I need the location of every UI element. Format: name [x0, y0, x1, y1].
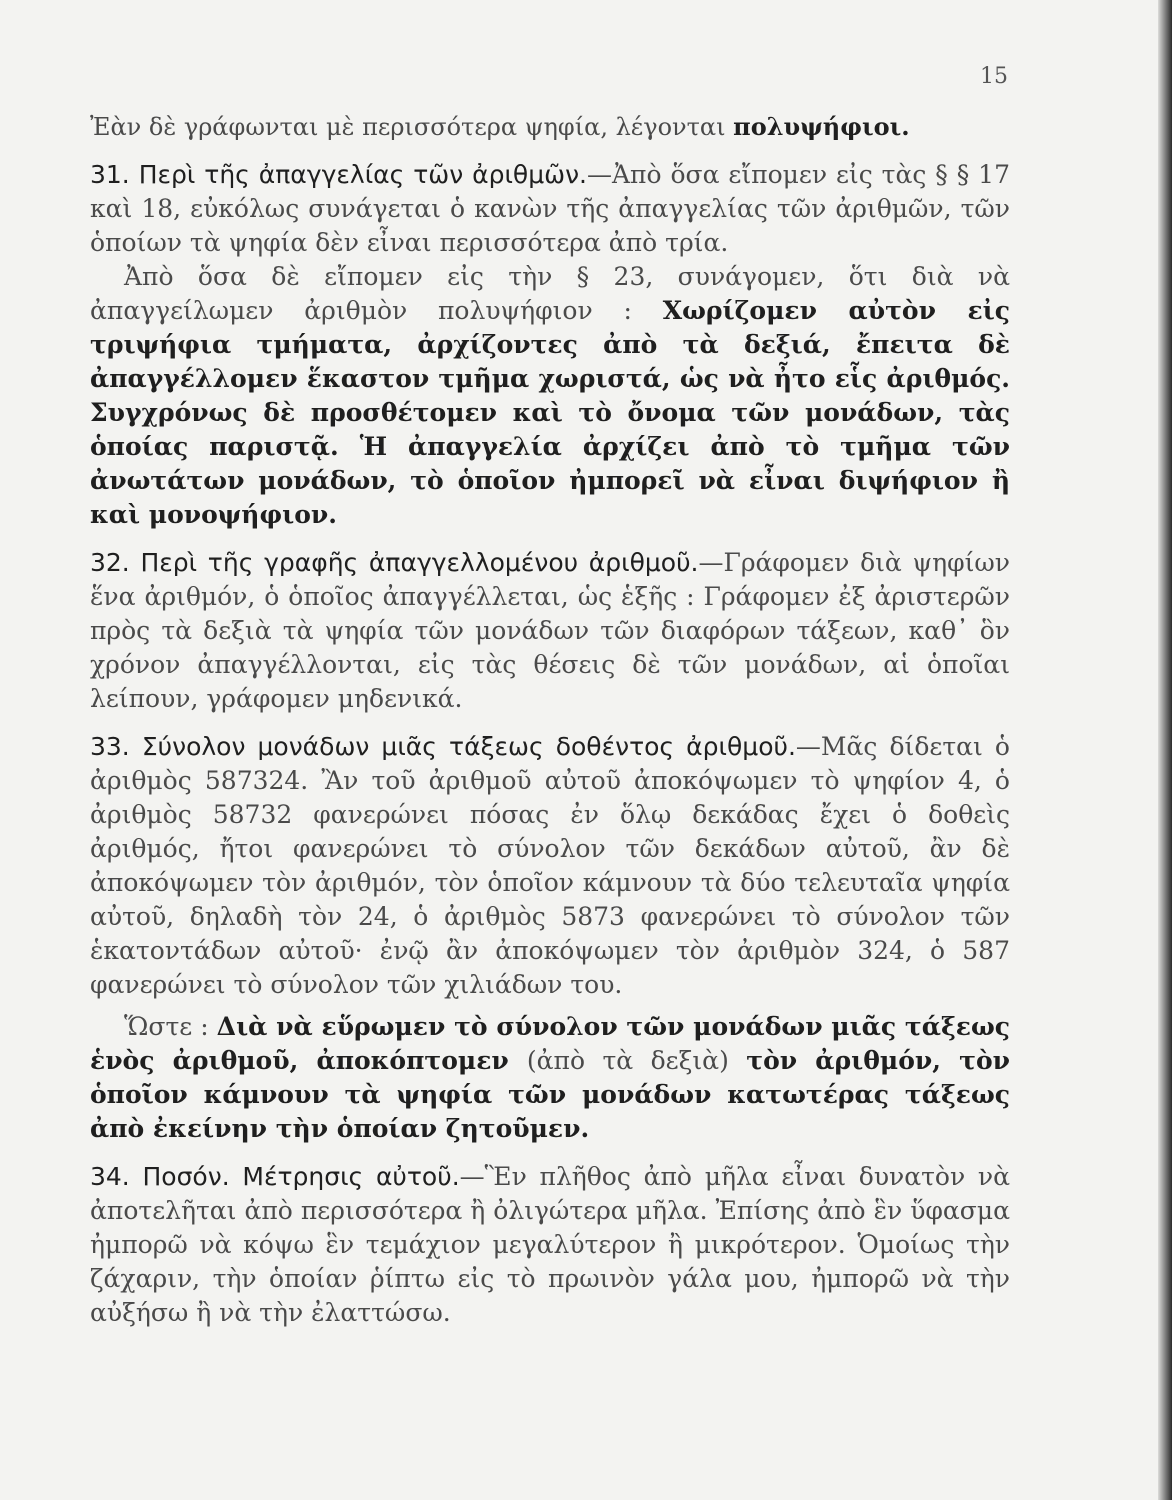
section-32-heading: 32. Περὶ τῆς γραφῆς ἀπαγγελλομένου ἀριθμοῦ.: [90, 548, 699, 577]
section-33-paragraph: [90, 730, 1010, 1002]
section-31-paragraph: [90, 158, 1010, 260]
section-33-rule-note: (ἀπὸ τὰ δεξιὰ): [526, 1046, 747, 1075]
section-32-paragraph: [90, 546, 1010, 716]
section-34-paragraph: [90, 1160, 1010, 1330]
section-31-text: —Ἀπὸ ὅσα εἴπομεν εἰς τὰς § § 17 καὶ 18, εὐκόλως συνάγεται ὁ κανὼν τῆς ἀπαγγελίας τῶν ἀριθμῶν, τῶν ὁποίων τὰ ψηφία δὲν εἶναι περισσότερα ἀπὸ τρία.: [90, 160, 1010, 257]
section-33-rule-part2: τὸν ἀριθμόν, τὸν ὁποῖον κάμνουν τὰ ψηφία τῶν μονάδων κατωτέρας τάξεως ἀπὸ ἐκείνην τὴν ὁποίαν ζητοῦμεν.: [90, 1046, 1010, 1143]
section-33-text: —Μᾶς δίδεται ὁ ἀριθμὸς 587324. Ἂν τοῦ ἀριθμοῦ αὐτοῦ ἀποκόψωμεν τὸ ψηφίον 4, ὁ ἀριθμὸς 58732 φανερώνει πόσας ἐν ὅλῳ δεκάδας ἔχει ὁ δοθεὶς ἀριθμός, ἤτοι φανερώνει τὸ σύνολον τῶν δεκάδων αὐτοῦ, ἂν δὲ ἀποκόψωμεν τὸν ἀριθμόν, τὸν ὁποῖον κάμνουν τὰ δύο τελευταῖα ψηφία αὐτοῦ, δηλαδὴ τὸν 24, ὁ ἀριθμὸς 5873 φανερώνει τὸ σύνολον τῶν ἑκατοντάδων αὐτοῦ· ἐνῷ ἂν ἀποκόψωμεν τὸν ἀριθμὸν 324, ὁ 587 φανερώνει τὸ σύνολον τῶν χιλιάδων του.: [90, 732, 1010, 999]
intro-text: Ἐὰν δὲ γράφωνται μὲ περισσότερα ψηφία, λέγονται: [90, 113, 734, 141]
section-33-rule-lead: Ὥστε :: [124, 1012, 217, 1041]
page-number: 15: [980, 64, 1008, 89]
section-33-rule-paragraph: [90, 1010, 1010, 1146]
section-34-heading: 34. Ποσόν. Μέτρησις αὐτοῦ.: [90, 1162, 460, 1191]
intro-bold-term: πολυψήφιοι.: [733, 112, 910, 141]
section-31-rule-paragraph: [90, 260, 1010, 532]
page-body: [90, 110, 1010, 1330]
section-32-text: —Γράφομεν διὰ ψηφίων ἕνα ἀριθμόν, ὁ ὁποῖος ἀπαγγέλλεται, ὡς ἑξῆς : Γράφομεν ἐξ ἀριστερῶν πρὸς τὰ δεξιὰ τὰ ψηφία τῶν μονάδων τῶν διαφόρων τάξεων, καθ᾽ ὃν χρόνον ἀπαγγέλλονται, εἰς τὰς θέσεις δὲ τῶν μονάδων, αἱ ὁποῖαι λείπουν, γράφομεν μηδενικά.: [90, 548, 1010, 713]
section-34-text: —Ἓν πλῆθος ἀπὸ μῆλα εἶναι δυνατὸν νὰ ἀποτελῆται ἀπὸ περισσότερα ἢ ὀλιγώτερα μῆλα. Ἐπίσης ἀπὸ ἓν ὕφασμα ἠμπορῶ νὰ κόψω ἓν τεμάχιον μεγαλύτερον ἢ μικρότερον. Ὁμοίως τὴν ζάχαριν, τὴν ὁποίαν ῥίπτω εἰς τὸ πρωινὸν γάλα μου, ἠμπορῶ νὰ τὴν αὐξήσω ἢ νὰ τὴν ἐλαττώσω.: [90, 1162, 1010, 1327]
section-33-rule-part1: Διὰ νὰ εὕρωμεν τὸ σύνολον τῶν μονάδων μιᾶς τάξεως ἑνὸς ἀριθμοῦ, ἀποκόπτομεν: [90, 1012, 1010, 1075]
page-edge-shadow: [1158, 0, 1172, 1500]
section-31-heading: 31. Περὶ τῆς ἀπαγγελίας τῶν ἀριθμῶν.: [90, 160, 587, 189]
intro-paragraph: [90, 110, 1010, 144]
section-33-heading: 33. Σύνολον μονάδων μιᾶς τάξεως δοθέντος ἀριθμοῦ.: [90, 732, 796, 761]
section-31-rule: Χωρίζομεν αὐτὸν εἰς τριψήφια τμήματα, ἀρχίζοντες ἀπὸ τὰ δεξιά, ἔπειτα δὲ ἀπαγγέλλομεν ἕκαστον τμῆμα χωριστά, ὡς νὰ ἦτο εἷς ἀριθμός. Συγχρόνως δὲ προσθέτομεν καὶ τὸ ὄνομα τῶν μονάδων, τὰς ὁποίας παριστᾷ. Ἡ ἀπαγγελία ἀρχίζει ἀπὸ τὸ τμῆμα τῶν ἀνωτάτων μονάδων, τὸ ὁποῖον ἠμπορεῖ νὰ εἶναι διψήφιον ἢ καὶ μονοψήφιον.: [90, 296, 1010, 529]
section-31-rule-intro: Ἀπὸ ὅσα δὲ εἴπομεν εἰς τὴν § 23, συνάγομεν, ὅτι διὰ νὰ ἀπαγγείλωμεν ἀριθμὸν πολυψήφιον :: [90, 262, 1010, 325]
